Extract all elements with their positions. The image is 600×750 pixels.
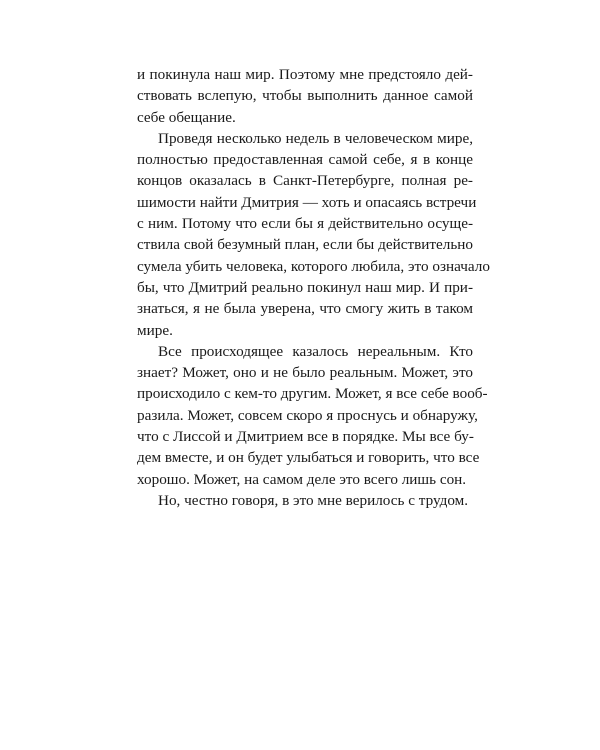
body-text <box>137 64 490 511</box>
text-line: Но, честно говоря, в это мне верилось с трудом. <box>158 491 469 509</box>
text-line: разила. Может, совсем скоро я проснусь и обнаружу, <box>137 406 478 424</box>
text-line: шимости найти Дмитрия — хоть и опасаясь встречи <box>137 193 477 211</box>
text-line: что с Лиссой и Дмитрием все в порядке. Мы все бу- <box>137 428 474 446</box>
text-line: полностью предоставленная самой себе, я в конце <box>137 151 473 169</box>
paragraph-1 <box>137 64 473 128</box>
text-line: с ним. Потому что если бы я действительно осуще- <box>137 215 473 233</box>
text-line: бы, что Дмитрий реально покинул наш мир. И при- <box>137 278 473 296</box>
paragraph-4 <box>137 490 473 511</box>
text-line: себе обещание. <box>137 108 236 126</box>
text-line: знает? Может, оно и не было реальным. Может, это <box>137 364 473 382</box>
text-line: хорошо. Может, на самом деле это всего лишь сон. <box>137 470 467 488</box>
text-line: ствила свой безумный план, если бы действительно <box>137 236 473 254</box>
paragraph-3 <box>137 341 488 490</box>
text-line: знаться, я не была уверена, что смогу жить в таком <box>137 300 473 318</box>
text-line: сумела убить человека, которого любила, это означало <box>137 257 490 275</box>
text-line: происходило с кем-то другим. Может, я все себе вооб- <box>137 385 488 403</box>
text-line: дем вместе, и он будет улыбаться и говорить, что все <box>137 449 480 467</box>
paragraph-2 <box>137 128 490 341</box>
text-line: ствовать вслепую, чтобы выполнить данное самой <box>137 87 473 105</box>
text-line: Проведя несколько недель в человеческом мире, <box>158 129 473 147</box>
text-line: Все происходящее казалось нереальным. Кто <box>158 342 473 360</box>
text-line: и покинула наш мир. Поэтому мне предстояло дей- <box>137 66 473 83</box>
text-line: концов оказалась в Санкт-Петербурге, полная ре- <box>137 172 473 190</box>
text-line: мире. <box>137 321 173 339</box>
